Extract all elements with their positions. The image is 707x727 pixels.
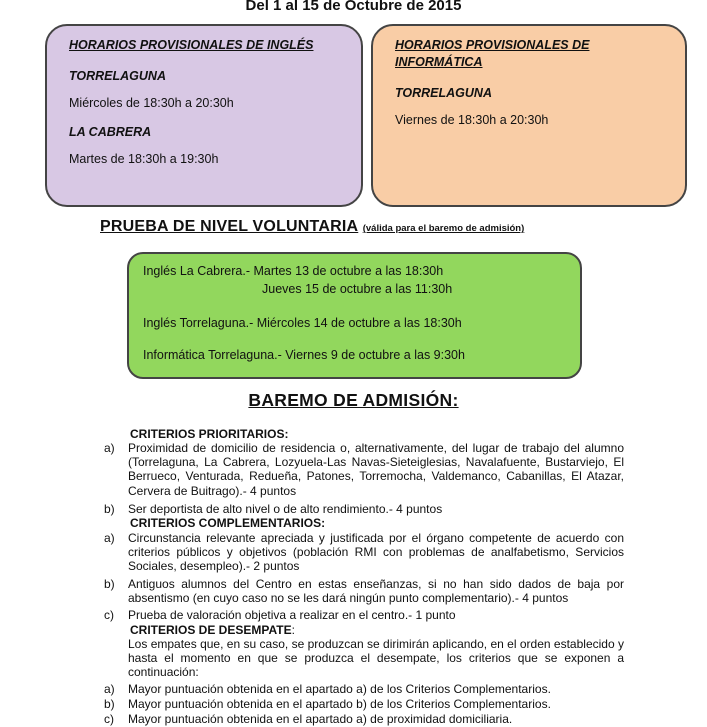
- informatica-schedule-torrelaguna: Viernes de 18:30h a 20:30h: [395, 113, 549, 127]
- list-item-label: b): [104, 577, 115, 591]
- criterios-prioritarios-heading: CRITERIOS PRIORITARIOS:: [130, 427, 289, 441]
- ingles-schedule-torrelaguna: Miércoles de 18:30h a 20:30h: [69, 96, 234, 110]
- desempate-colon: :: [291, 623, 295, 637]
- ingles-box-title: HORARIOS PROVISIONALES DE INGLÉS: [69, 38, 314, 52]
- list-item-text: Mayor puntuación obtenida en el apartado b) de los Criterios Complementarios.: [128, 697, 551, 711]
- list-item: [104, 697, 624, 712]
- prueba-nivel-heading: [100, 218, 524, 236]
- prueba-line-ingles-cabrera: Inglés La Cabrera.- Martes 13 de octubre a las 18:30h: [143, 264, 444, 278]
- list-item-label: a): [104, 682, 115, 696]
- desempate-title: CRITERIOS DE DESEMPATE: [130, 623, 292, 637]
- prueba-nivel-box: [127, 252, 582, 379]
- list-item-label: a): [104, 531, 115, 545]
- list-item-text: Ser deportista de alto nivel o de alto rendimiento.- 4 puntos: [128, 502, 443, 516]
- criterios-desempate-heading: [130, 623, 295, 637]
- ingles-place-torrelaguna: TORRELAGUNA: [69, 69, 166, 83]
- prueba-line-informatica: Informática Torrelaguna.- Viernes 9 de octubre a las 9:30h: [143, 348, 465, 362]
- informatica-box-title: HORARIOS PROVISIONALES DE INFORMÁTICA: [395, 38, 590, 69]
- list-item: [104, 441, 624, 499]
- list-item: [104, 502, 624, 517]
- prueba-line-ingles-torrelaguna: Inglés Torrelaguna.- Miércoles 14 de octubre a las 18:30h: [143, 316, 462, 330]
- informatica-place-torrelaguna: TORRELAGUNA: [395, 86, 492, 100]
- prueba-line-ingles-cabrera-2: Jueves 15 de octubre a las 11:30h: [262, 282, 453, 296]
- list-item-label: b): [104, 502, 115, 516]
- list-item-label: c): [104, 712, 114, 726]
- list-item-label: c): [104, 608, 114, 622]
- informatica-schedule-box: [371, 24, 687, 207]
- list-item-label: b): [104, 697, 115, 711]
- list-item: [104, 608, 624, 623]
- baremo-title: BAREMO DE ADMISIÓN:: [248, 390, 459, 410]
- list-item-text: Circunstancia relevante apreciada y justificada por el órgano competente de acuerdo con criterios públicos y objetivos (población RMI con problemas de analfabetismo, Servicios Sociales, desempleo).- 2 puntos: [128, 531, 624, 574]
- list-item-text: Mayor puntuación obtenida en el apartado a) de proximidad domiciliaria.: [128, 712, 513, 726]
- list-item: [104, 682, 624, 697]
- date-range-heading: Del 1 al 15 de Octubre de 2015: [245, 0, 462, 14]
- list-item: [104, 577, 624, 607]
- list-item-text: Prueba de valoración objetiva a realizar en el centro.- 1 punto: [128, 608, 456, 622]
- prueba-nivel-title: PRUEBA DE NIVEL VOLUNTARIA: [100, 218, 359, 235]
- ingles-schedule-la-cabrera: Martes de 18:30h a 19:30h: [69, 152, 219, 166]
- list-item-text: Antiguos alumnos del Centro en estas enseñanzas, si no han sido dados de baja por absentismo (en cuyo caso no se les dará ningún punto complementario).- 4 puntos: [128, 577, 624, 606]
- ingles-place-la-cabrera: LA CABRERA: [69, 125, 152, 139]
- ingles-schedule-box: [45, 24, 363, 207]
- criterios-complementarios-heading: CRITERIOS COMPLEMENTARIOS:: [130, 516, 326, 530]
- list-item: [104, 531, 624, 575]
- prueba-nivel-note: (válida para el baremo de admisión): [362, 223, 525, 234]
- list-item-text: Mayor puntuación obtenida en el apartado a) de los Criterios Complementarios.: [128, 682, 551, 696]
- desempate-intro: Los empates que, en su caso, se produzcan se dirimirán aplicando, en el orden establecido y hasta el momento en que se produzca el desempate, los criterios que se exponen a continuación:: [128, 637, 624, 680]
- list-item-label: a): [104, 441, 115, 455]
- list-item-text: Proximidad de domicilio de residencia o, alternativamente, del lugar de trabajo del alumno (Torrelaguna, La Cabrera, Lozyuela-Las Navas-Sieteiglesias, Navalafuente, Bustarviejo, El Berrueco, Venturada, Redueña, Patones, Torremocha, Valdemanco, Cabanillas, El Atazar, Cervera de Buitrago).- 4 puntos: [128, 441, 624, 498]
